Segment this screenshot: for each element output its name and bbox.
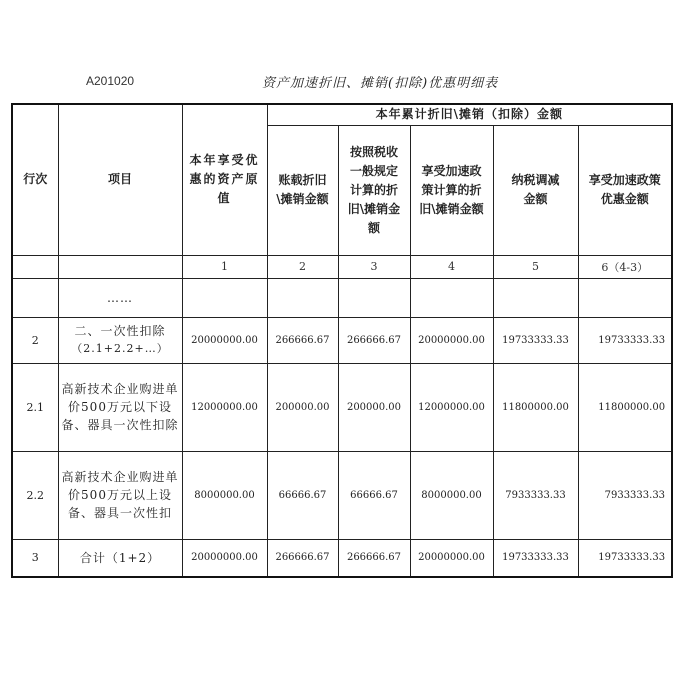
value-cell: 200000.00	[338, 363, 410, 451]
item-text: 二、一次性扣除	[74, 324, 166, 338]
table-row	[12, 539, 672, 577]
form-title: 资产加速折旧、摊销(扣除)优惠明细表	[262, 76, 499, 91]
column-number-5: 5	[493, 255, 578, 278]
value-cell: 266666.67	[338, 317, 410, 363]
header-row-no: 行次	[12, 104, 58, 255]
value-cell: 12000000.00	[410, 363, 493, 451]
empty-cell	[493, 278, 578, 317]
empty-cell	[338, 278, 410, 317]
column-number-1: 1	[182, 255, 267, 278]
table-row	[12, 278, 672, 317]
value-cell: 19733333.33	[493, 539, 578, 577]
item-subtext: （2.1+2.2+…）	[71, 342, 169, 355]
ellipsis-cell: ……	[58, 278, 182, 317]
table-row	[12, 451, 672, 539]
value-cell: 19733333.33	[493, 317, 578, 363]
item-cell: 合计（1+2）	[58, 539, 182, 577]
empty-cell	[410, 278, 493, 317]
table-row	[12, 363, 672, 451]
row-no-cell: 2.2	[12, 451, 58, 539]
item-cell	[58, 317, 182, 363]
value-cell: 266666.67	[338, 539, 410, 577]
table-row	[12, 317, 672, 363]
header-item: 项目	[58, 104, 182, 255]
value-cell: 8000000.00	[410, 451, 493, 539]
value-cell: 66666.67	[267, 451, 338, 539]
value-cell: 11800000.00	[493, 363, 578, 451]
header-tax-adjust: 纳税调减金额	[493, 125, 578, 255]
column-number-4: 4	[410, 255, 493, 278]
row-no-cell: 2	[12, 317, 58, 363]
column-number-6: 6（4-3）	[578, 255, 672, 278]
row-no-cell: 2.1	[12, 363, 58, 451]
header-benefit: 享受加速政策优惠金额	[578, 125, 672, 255]
value-cell: 7933333.33	[578, 451, 672, 539]
empty-cell	[267, 278, 338, 317]
header-original-value: 本年享受优惠的资产原值	[182, 104, 267, 255]
value-cell: 19733333.33	[578, 539, 672, 577]
header-book-depreciation: 账载折旧\摊销金额	[267, 125, 338, 255]
colnum-empty	[58, 255, 182, 278]
value-cell: 7933333.33	[493, 451, 578, 539]
value-cell: 266666.67	[267, 317, 338, 363]
row-no-cell: 3	[12, 539, 58, 577]
empty-cell	[182, 278, 267, 317]
row-no-cell	[12, 278, 58, 317]
value-cell: 200000.00	[267, 363, 338, 451]
header-accelerated-depreciation: 享受加速政策计算的折旧\摊销金额	[410, 125, 493, 255]
value-cell: 19733333.33	[578, 317, 672, 363]
header-general-depreciation: 按照税收一般规定计算的折旧\摊销金额	[338, 125, 410, 255]
column-number-2: 2	[267, 255, 338, 278]
column-number-3: 3	[338, 255, 410, 278]
item-cell: 高新技术企业购进单价500万元以下设备、器具一次性扣除	[58, 363, 182, 451]
value-cell: 20000000.00	[182, 539, 267, 577]
empty-cell	[578, 278, 672, 317]
value-cell: 12000000.00	[182, 363, 267, 451]
header-group-depreciation: 本年累计折旧\摊销（扣除）金额	[267, 104, 672, 125]
value-cell: 20000000.00	[182, 317, 267, 363]
item-cell: 高新技术企业购进单价500万元以上设备、器具一次性扣	[58, 451, 182, 539]
colnum-empty	[12, 255, 58, 278]
form-code: A201020	[86, 74, 135, 88]
value-cell: 20000000.00	[410, 539, 493, 577]
value-cell: 8000000.00	[182, 451, 267, 539]
value-cell: 266666.67	[267, 539, 338, 577]
value-cell: 66666.67	[338, 451, 410, 539]
benefit-detail-table	[11, 103, 673, 578]
value-cell: 20000000.00	[410, 317, 493, 363]
value-cell: 11800000.00	[578, 363, 672, 451]
